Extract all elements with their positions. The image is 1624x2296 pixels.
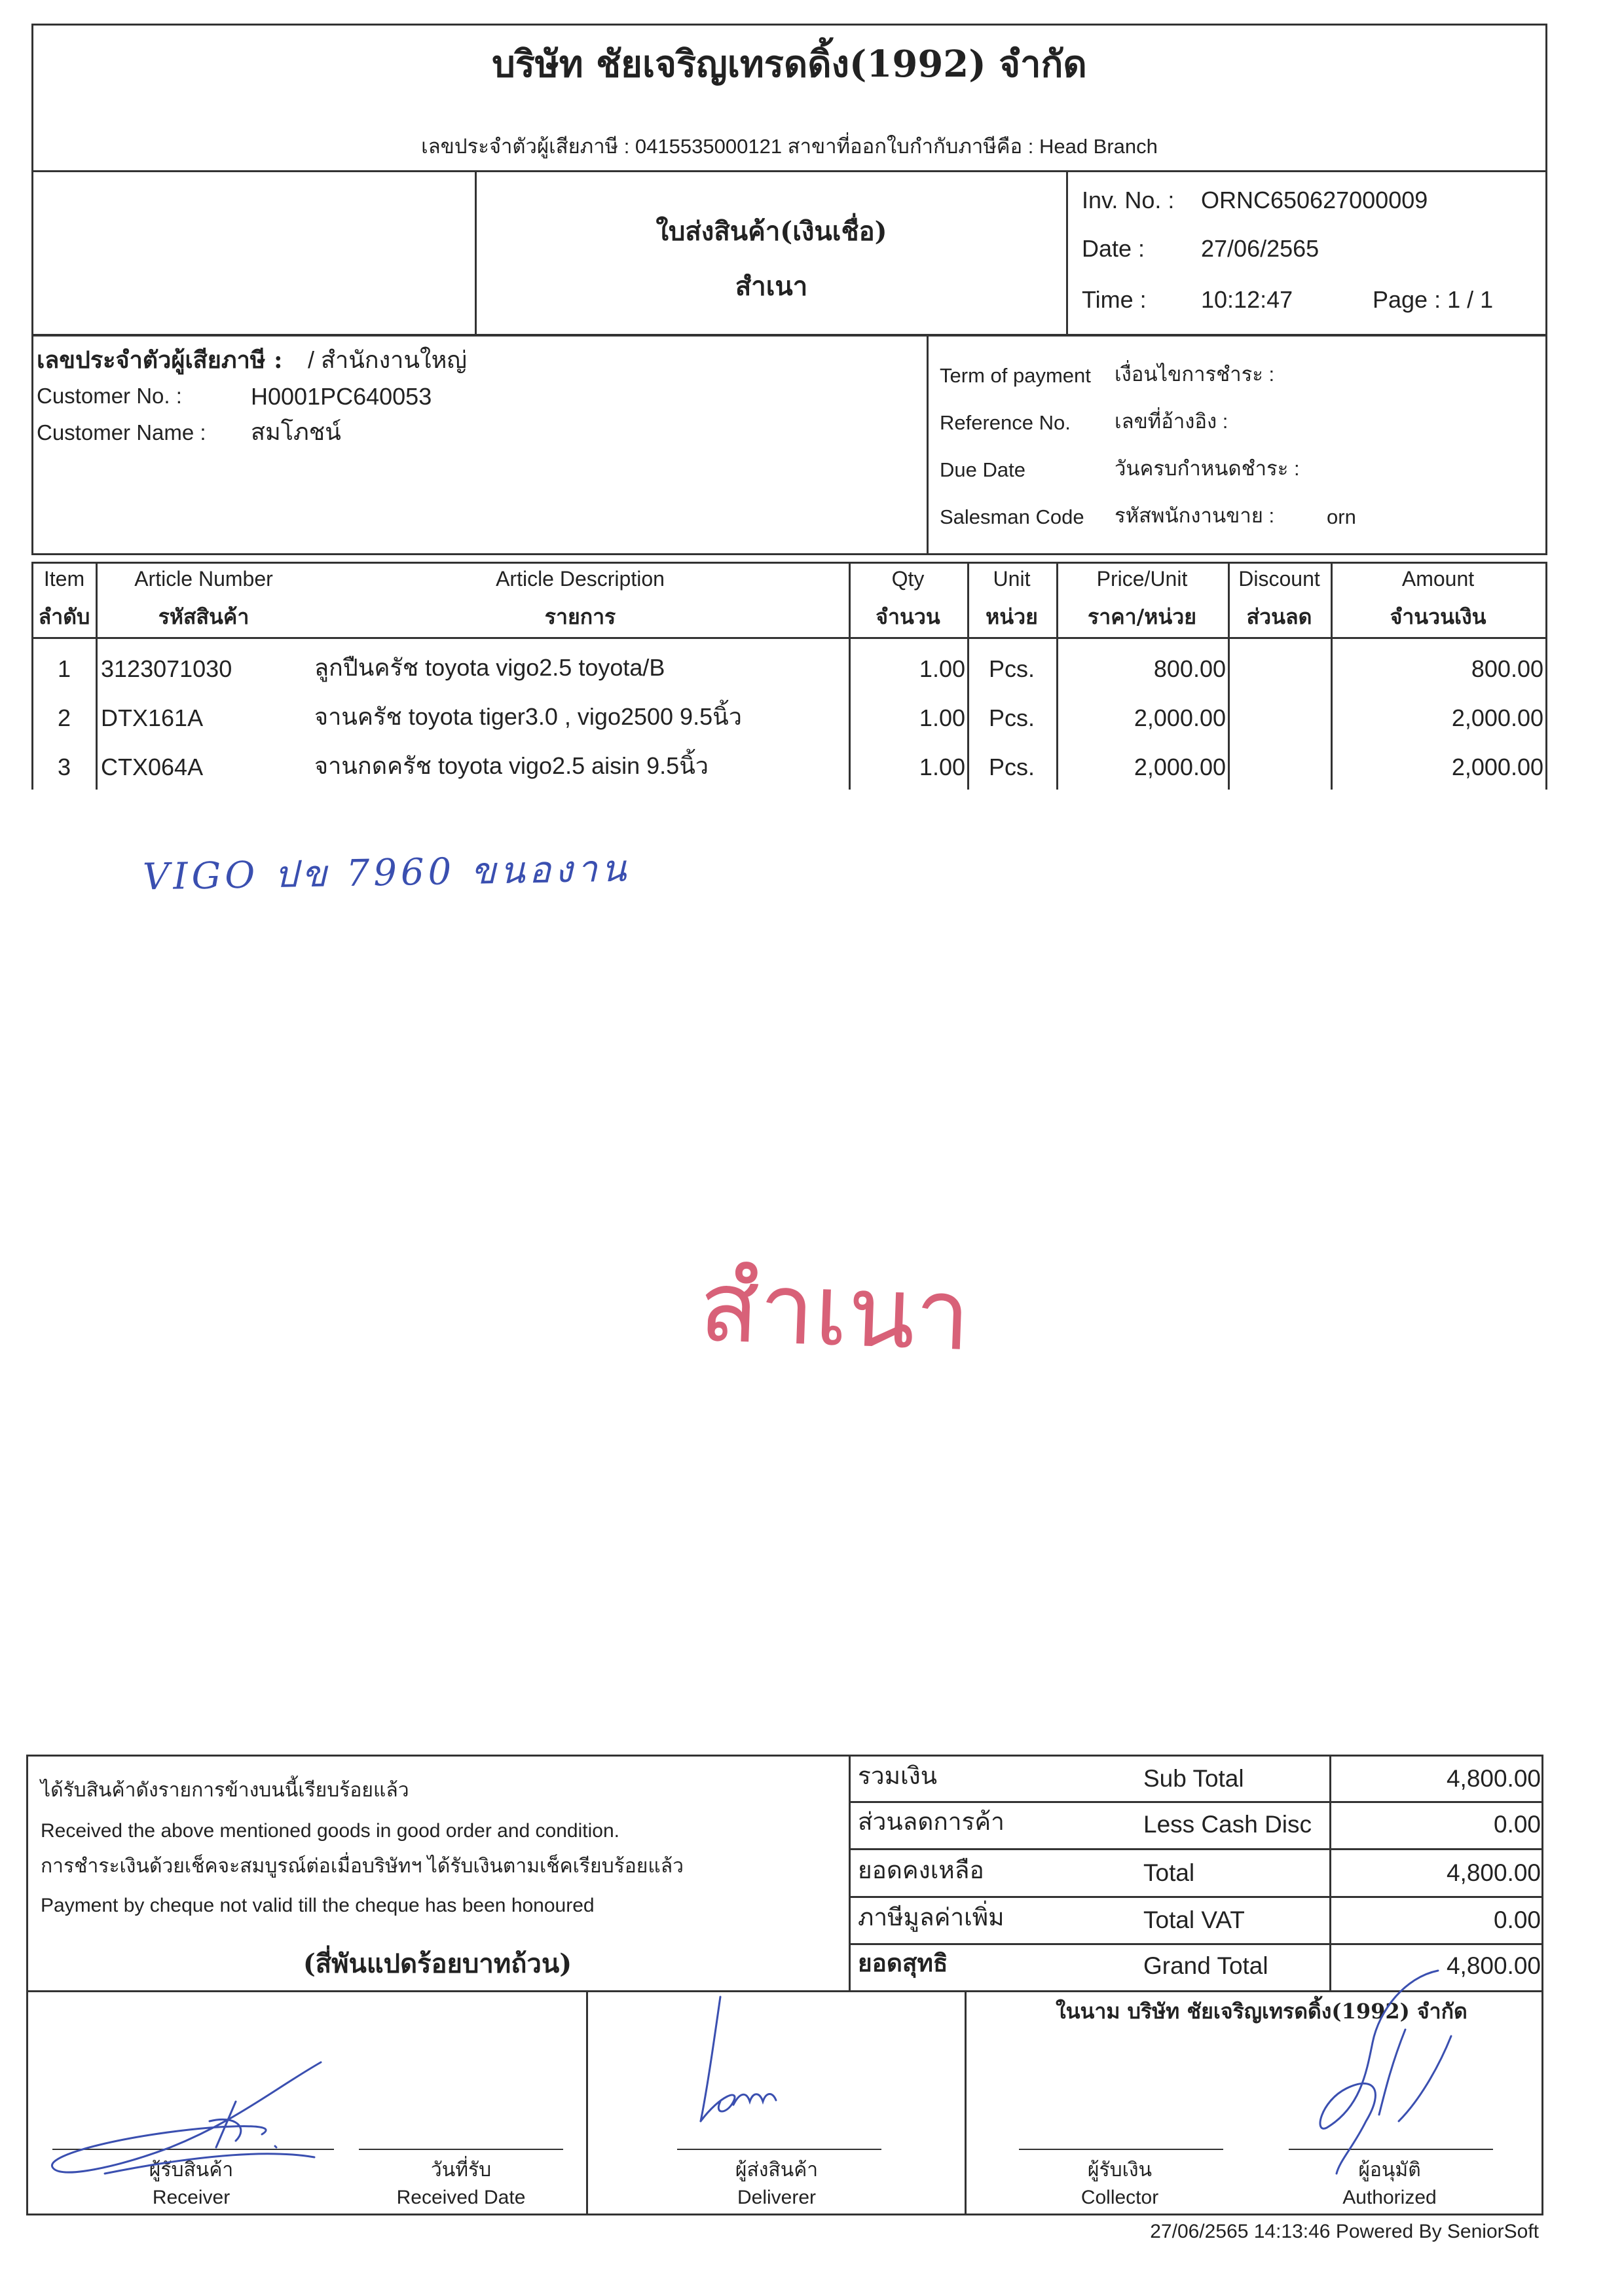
subtotal-en: Sub Total: [1143, 1765, 1244, 1792]
table-header-line: [31, 637, 1547, 639]
row-price: 2,000.00: [1134, 704, 1226, 731]
handwritten-note: VIGO ปข 7960 ขนองาน: [142, 847, 631, 899]
cash-disc-value: 0.00: [1493, 1811, 1541, 1838]
received-date-th: วันที่รับ: [430, 2159, 492, 2181]
col-header-price: Price/Unit: [1096, 567, 1188, 591]
due-date-label: Due Date: [940, 458, 1025, 481]
col-header-amount-th: จำนวนเงิน: [1390, 604, 1486, 629]
row-article: DTX161A: [101, 704, 204, 731]
salesman-th: รหัสพนักงานขาย :: [1115, 504, 1275, 527]
cash-disc-en: Less Cash Disc: [1143, 1811, 1312, 1838]
customer-name: สมโภชน์: [251, 418, 341, 445]
row-article: 3123071030: [101, 655, 232, 682]
col-header-qty: Qty: [891, 567, 925, 591]
due-date-th: วันครบกำหนดชำระ :: [1115, 457, 1300, 480]
company-name: บริษัท ชัยเจริญเทรดดิ้ง(1992) จำกัด: [492, 43, 1087, 86]
collector-en: Collector: [1080, 2187, 1159, 2208]
table-col-line: [1228, 562, 1230, 790]
row-unit: Pcs.: [988, 655, 1035, 682]
signature-divider: [965, 1990, 967, 2215]
note-en-2: Payment by cheque not valid till the cheque has been honoured: [41, 1895, 595, 1916]
tax-line: เลขประจำตัวผู้เสียภาษี : 0415535000121 สาขาที่ออกใบกำกับภาษีคือ : Head Branch: [421, 135, 1158, 158]
row-qty: 1.00: [919, 754, 965, 780]
deliverer-signature: [694, 1990, 825, 2141]
totals-line: [849, 1848, 1543, 1850]
deliverer-th: ผู้ส่งสินค้า: [735, 2159, 819, 2181]
authorized-en: Authorized: [1342, 2187, 1437, 2208]
col-header-unit-th: หน่วย: [986, 604, 1038, 629]
grand-total-value: 4,800.00: [1446, 1952, 1541, 1979]
total-en: Total: [1143, 1859, 1195, 1886]
vat-value: 0.00: [1493, 1906, 1541, 1933]
row-description: ลูกปืนครัช toyota vigo2.5 toyota/B: [314, 654, 665, 681]
customer-tax-label: เลขประจำตัวผู้เสียภาษี :: [37, 346, 283, 374]
col-header-discount: Discount: [1238, 567, 1320, 591]
vat-en: Total VAT: [1143, 1906, 1245, 1933]
col-header-item-th: ลำดับ: [38, 604, 90, 629]
total-th: ยอดคงเหลือ: [858, 1857, 984, 1884]
customer-no: H0001PC640053: [251, 383, 432, 410]
header-vline-1: [475, 170, 477, 334]
row-item: 1: [57, 655, 71, 682]
customer-name-label: Customer Name :: [37, 420, 206, 445]
authorized-th: ผู้อนุมัติ: [1358, 2159, 1421, 2181]
row-amount: 2,000.00: [1451, 754, 1543, 780]
col-header-article-th: รหัสสินค้า: [158, 604, 249, 629]
note-th-1: ได้รับสินค้าดังรายการข้างบนนี้เรียบร้อยแล้ว: [41, 1779, 409, 1801]
row-price: 2,000.00: [1134, 754, 1226, 780]
customer-divider: [927, 334, 929, 555]
doc-title: ใบส่งสินค้า(เงินเชื่อ): [655, 216, 887, 247]
footer-notes-divider: [849, 1755, 851, 1990]
copy-stamp: สำเนา: [697, 1249, 972, 1374]
row-qty: 1.00: [919, 704, 965, 731]
row-amount: 2,000.00: [1451, 704, 1543, 731]
note-en-1: Received the above mentioned goods in good order and condition.: [41, 1820, 619, 1842]
authorized-signature: [1307, 1958, 1477, 2180]
col-header-unit: Unit: [993, 567, 1031, 591]
row-price: 800.00: [1153, 655, 1226, 682]
row-article: CTX064A: [101, 754, 204, 780]
deliverer-sign-line: [677, 2149, 881, 2150]
row-unit: Pcs.: [988, 704, 1035, 731]
receiver-signature: [39, 2049, 341, 2193]
totals-line: [849, 1896, 1543, 1898]
col-header-description-th: รายการ: [544, 604, 616, 629]
collector-th: ผู้รับเงิน: [1087, 2159, 1153, 2181]
salesman-code: orn: [1327, 505, 1356, 528]
header-vline-2: [1066, 170, 1068, 334]
col-header-qty-th: จำนวน: [876, 604, 940, 629]
subtotal-th: รวมเงิน: [858, 1762, 938, 1789]
term-label: Term of payment: [940, 364, 1091, 387]
col-header-amount: Amount: [1401, 567, 1475, 591]
salesman-label: Salesman Code: [940, 505, 1084, 528]
totals-line: [849, 1943, 1543, 1945]
col-header-description: Article Description: [496, 567, 665, 591]
reference-label: Reference No.: [940, 411, 1071, 434]
receiver-en: Receiver: [152, 2187, 231, 2208]
copy-label: สำเนา: [735, 271, 808, 302]
row-item: 2: [57, 704, 71, 731]
subtotal-value: 4,800.00: [1446, 1765, 1541, 1792]
customer-no-label: Customer No. :: [37, 384, 182, 408]
collector-sign-line: [1019, 2149, 1223, 2150]
term-th: เงื่อนไขการชำระ :: [1115, 363, 1275, 386]
time-label: Time :: [1082, 286, 1147, 313]
row-description: จานครัช toyota tiger3.0 , vigo2500 9.5นิ้ว: [314, 703, 742, 730]
deliverer-en: Deliverer: [737, 2187, 817, 2208]
col-header-article: Article Number: [134, 567, 273, 591]
printed-timestamp: 27/06/2565 14:13:46 Powered By SeniorSoft: [1150, 2221, 1539, 2242]
col-header-price-th: ราคา/หน่วย: [1088, 604, 1196, 629]
table-top-line: [31, 562, 1547, 564]
header-divider: [31, 170, 1547, 172]
received-date-line: [359, 2149, 563, 2150]
grand-total-en: Grand Total: [1143, 1952, 1268, 1979]
time-value: 10:12:47: [1201, 286, 1293, 313]
inv-no: ORNC650627000009: [1201, 187, 1428, 213]
amount-in-words: (สี่พันแปดร้อยบาทถ้วน): [303, 1948, 572, 1979]
on-behalf-line: ในนาม บริษัท ชัยเจริญเทรดดิ้ง(1992) จำกัด: [1056, 1999, 1467, 2024]
received-date-en: Received Date: [396, 2187, 526, 2208]
cash-disc-th: ส่วนลดการค้า: [858, 1808, 1005, 1835]
totals-line: [849, 1801, 1543, 1803]
col-header-item: Item: [43, 567, 85, 591]
page-number: Page : 1 / 1: [1373, 286, 1494, 313]
vat-th: ภาษีมูลค่าเพิ่ม: [858, 1904, 1005, 1931]
inv-label: Inv. No. :: [1082, 187, 1175, 213]
row-qty: 1.00: [919, 655, 965, 682]
signature-divider: [586, 1990, 588, 2215]
reference-th: เลขที่อ้างอิง :: [1115, 410, 1228, 433]
grand-total-th: ยอดสุทธิ: [858, 1948, 948, 1977]
row-item: 3: [57, 754, 71, 780]
table-col-line: [1545, 562, 1547, 790]
col-header-discount-th: ส่วนลด: [1246, 604, 1312, 629]
date-label: Date :: [1082, 235, 1145, 262]
total-value: 4,800.00: [1446, 1859, 1541, 1886]
customer-tax-value: / สำนักงานใหญ่: [308, 346, 467, 373]
date-value: 27/06/2565: [1201, 235, 1320, 262]
row-description: จานกดครัช toyota vigo2.5 aisin 9.5นิ้ว: [314, 752, 709, 779]
receiver-th: ผู้รับสินค้า: [149, 2159, 234, 2181]
note-th-2: การชำระเงินด้วยเช็คจะสมบูรณ์ต่อเมื่อบริษัทฯ ได้รับเงินตามเช็คเรียบร้อยแล้ว: [41, 1855, 684, 1877]
row-amount: 800.00: [1471, 655, 1543, 682]
row-unit: Pcs.: [988, 754, 1035, 780]
